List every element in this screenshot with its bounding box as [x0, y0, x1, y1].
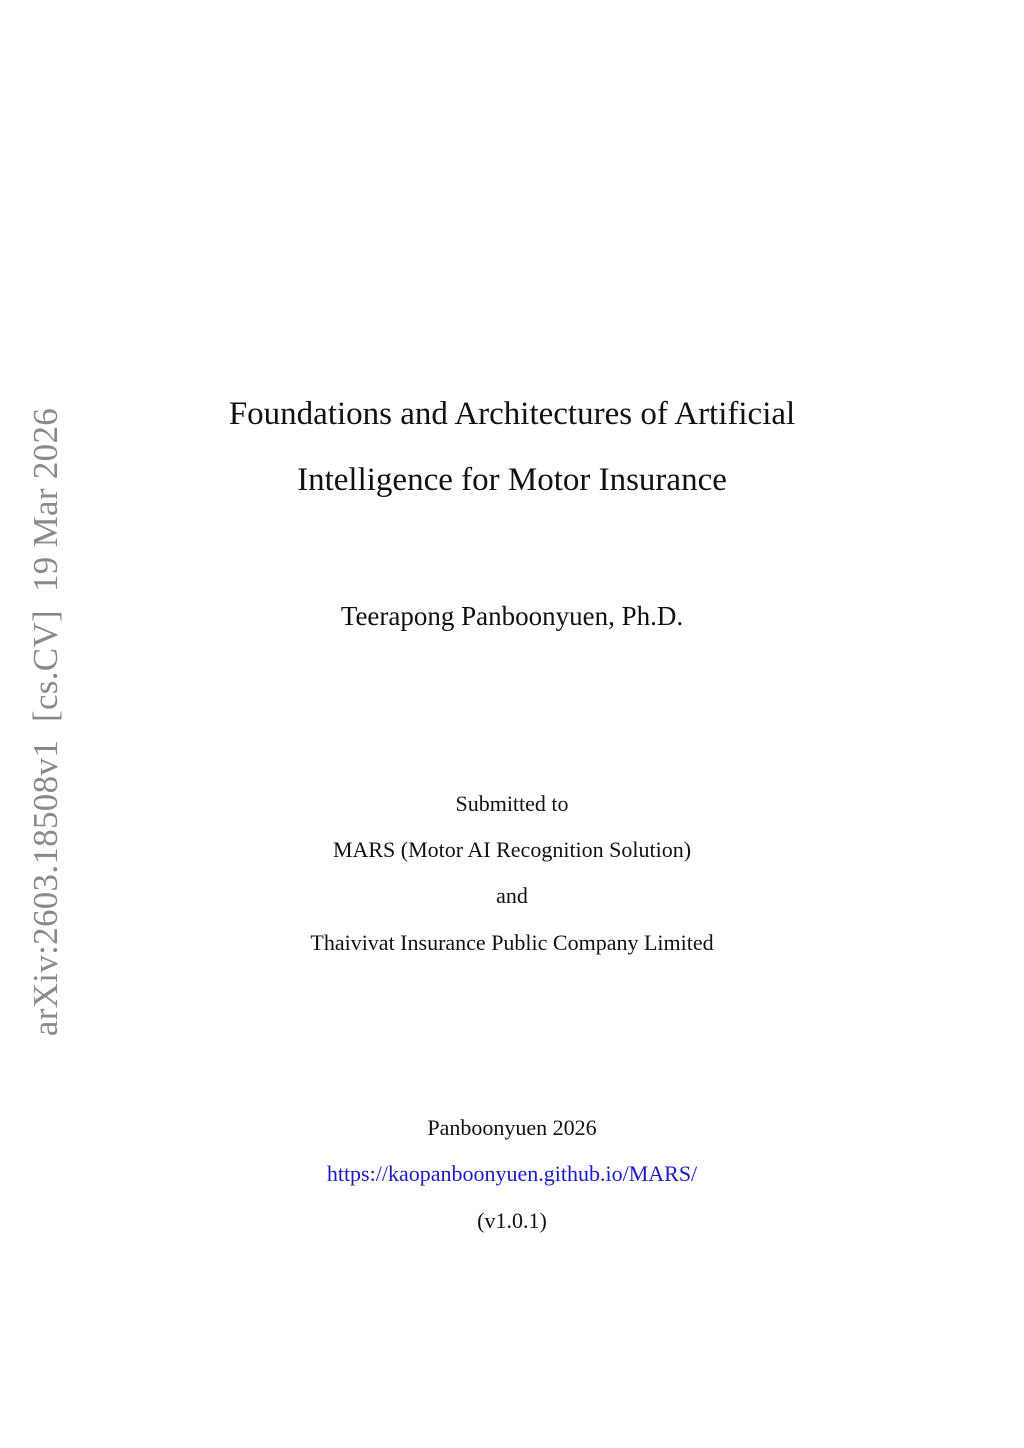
organization-mars: MARS (Motor AI Recognition Solution)	[332, 837, 692, 862]
arxiv-category: [cs.CV]	[26, 610, 65, 722]
organization-thaivivat: Thaivivat Insurance Public Company Limited	[310, 930, 714, 955]
conjunction-and: and	[496, 883, 528, 908]
title-line-2: Intelligence for Motor Insurance	[297, 462, 727, 498]
version-label: (v1.0.1)	[477, 1208, 547, 1233]
project-url	[0, 1161, 1024, 1187]
submitted-to-label: Submitted to	[455, 791, 569, 816]
title-line-1: Foundations and Architectures of Artificial	[228, 396, 796, 432]
copyright-line: Panboonyuen 2026	[427, 1115, 597, 1140]
arxiv-date: 19 Mar 2026	[26, 407, 65, 593]
author-name: Teerapong Panboonyuen, Ph.D.	[340, 601, 684, 631]
arxiv-id: arXiv:2603.18508v1	[26, 739, 65, 1037]
project-url-link[interactable]: https://kaopanboonyuen.github.io/MARS/	[326, 1161, 698, 1186]
